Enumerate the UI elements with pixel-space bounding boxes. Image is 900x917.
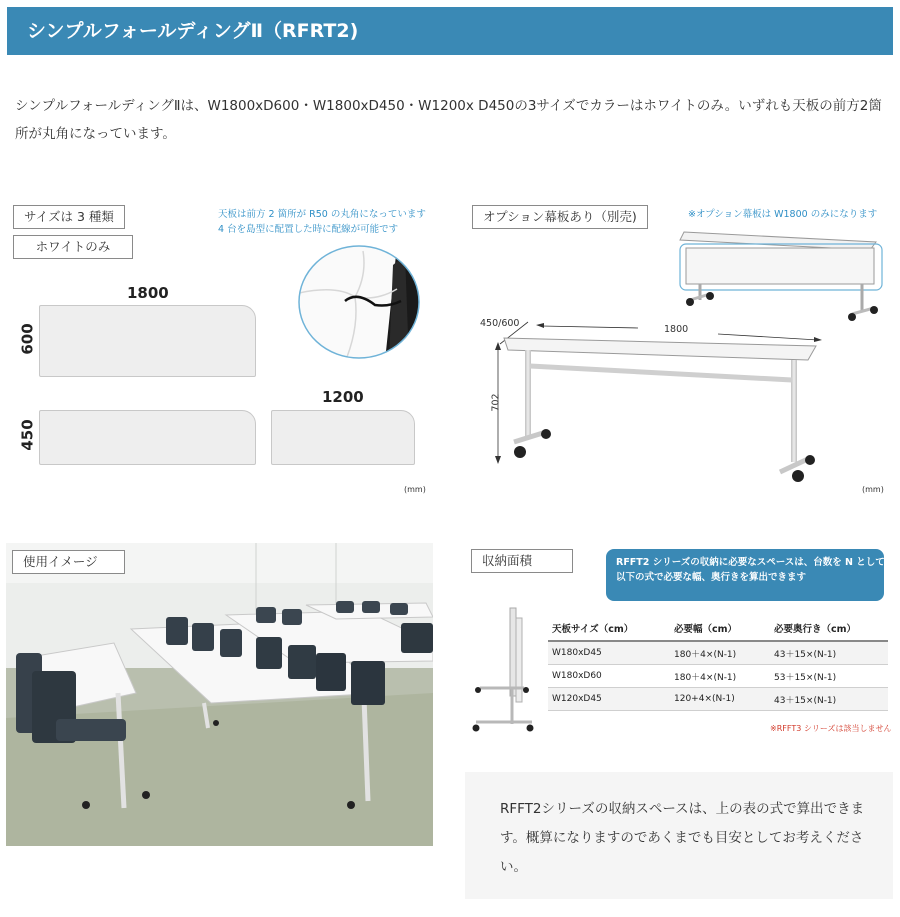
corner-note-line1: 天板は前方 2 箇所が R50 の丸角になっています [218,209,426,220]
table-cell: W180xD45 [548,641,670,665]
table-cell: 180＋4×(N-1) [670,641,770,665]
usage-photo [6,543,433,846]
unit-label-option: (mm) [862,485,884,494]
header-cell: 天板サイズ（cm） [548,616,670,641]
callout-line1: RFFT2 シリーズの収納に必要なスペースは、台数を N として [616,557,885,568]
tabletop-w1800-d600 [39,305,256,377]
stacked-tables-illustration [472,604,536,734]
storage-footnote: ※RFFT3 シリーズは該当しません [770,724,892,733]
title-banner [7,7,893,55]
intro-text: シンプルフォールディングⅡは、W1800xD600・W1800xD450・W1200x D450の3サイズでカラーはホワイトのみ。いずれも天板の前方2箇所が丸角になっています。 [15,98,882,142]
tabletop-w1800-d450 [39,410,256,465]
page-title: シンプルフォールディングⅡ（RFRT2) [27,20,359,42]
storage-callout [606,549,884,601]
table-row [548,665,888,688]
table-cell: 180＋4×(N-1) [670,665,770,688]
table-row [548,688,888,711]
table-cell: W180xD60 [548,665,670,688]
table-dimension-illustration [488,318,828,488]
tag-usage-image: 使用イメージ [12,550,125,574]
corner-closeup-image [297,245,423,361]
dim-height-label: 702 [490,393,502,412]
depth-label-600: 600 [18,323,37,355]
dim-width-label: 1800 [664,324,689,335]
tag-white-only: ホワイトのみ [13,235,133,259]
summary-text: RFFT2シリーズの収納スペースは、上の表の式で算出できます。概算になりますのであくまでも目安としてお考えください。 [500,801,865,875]
table-cell: W120xD45 [548,688,670,711]
width-label-1800: 1800 [127,284,169,302]
table-row [548,641,888,665]
width-label-1200: 1200 [322,388,364,406]
option-note: ※オプション幕板は W1800 のみになります [688,209,878,220]
table-with-panel-illustration [676,228,886,328]
table-cell: 120+4×(N-1) [670,688,770,711]
table-cell: 43＋15×(N-1) [770,641,888,665]
dim-depth-label: 450/600 [480,318,520,329]
callout-line2: 以下の式で必要な幅、奥行きを算出できます [616,572,807,583]
table-header-row [548,616,888,641]
tag-sizes: サイズは 3 種類 [13,205,125,229]
unit-label-sizes: (mm) [404,485,426,494]
tabletop-w1200-d450 [271,410,415,465]
storage-table [548,616,888,711]
header-cell: 必要奥行き（cm） [770,616,888,641]
tag-storage-area: 収納面積 [471,549,573,573]
depth-label-450: 450 [18,419,37,451]
header-cell: 必要幅（cm） [670,616,770,641]
table-cell: 53＋15×(N-1) [770,665,888,688]
table-cell: 43＋15×(N-1) [770,688,888,711]
tag-option-panel: オプション幕板あり（別売) [472,205,648,229]
corner-note-line2: 4 台を島型に配置した時に配線が可能です [218,224,399,235]
